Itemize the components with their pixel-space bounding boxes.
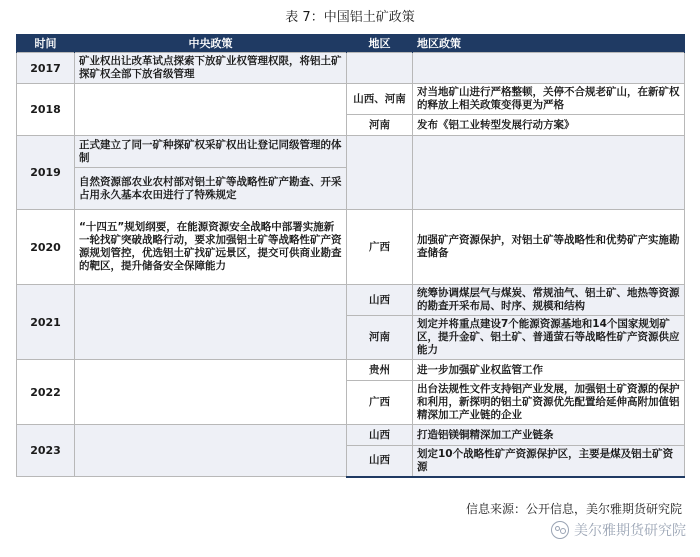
- central-policy-cell: 正式建立了同一矿种探矿权采矿权出让登记同级管理的体制: [75, 136, 347, 168]
- source-note: 信息来源：公开信息，美尔雅期货研究院: [465, 502, 682, 516]
- central-policy-cell: 自然资源部农业农村部对铝土矿等战略性矿产勘查、开采占用永久基本农田进行了特殊规定: [75, 168, 347, 210]
- region-cell: 贵州: [347, 360, 413, 381]
- region-cell: [347, 136, 413, 210]
- watermark: [551, 520, 686, 540]
- local-policy-cell: [413, 53, 685, 84]
- local-policy-cell: 划定10个战略性矿产资源保护区，主要是煤及铝土矿资源: [413, 446, 685, 477]
- local-policy-cell: 划定并将重点建设7个能源资源基地和14个国家规划矿区，提升金矿、铝土矿、普通萤石等战略性矿产资源供应能力: [413, 316, 685, 360]
- table-title: 表 7：中国铝土矿政策: [285, 10, 415, 25]
- central-policy-cell: [75, 285, 347, 360]
- header-local-policy: 地区政策: [413, 34, 685, 53]
- local-policy-cell: 进一步加强矿业权监管工作: [413, 360, 685, 381]
- region-cell: 广西: [347, 210, 413, 285]
- wechat-icon: [551, 521, 569, 539]
- year-cell: 2018: [17, 84, 75, 136]
- central-policy-cell: “十四五”规划纲要，在能源资源安全战略中部署实施新一轮找矿突破战略行动，要求加强铝土矿等战略性矿产资源规划管控，优选铝土矿找矿远景区，提交可供商业勘查的靶区，提升储备安全保障能力: [75, 210, 347, 285]
- year-cell: 2020: [17, 210, 75, 285]
- header-region: 地区: [347, 34, 413, 53]
- table-row: [17, 136, 685, 168]
- central-policy-cell: [75, 84, 347, 136]
- year-cell: 2021: [17, 285, 75, 360]
- local-policy-cell: 对当地矿山进行严格整顿，关停不合规老矿山，在新矿权的释放上相关政策变得更为严格: [413, 84, 685, 115]
- local-policy-cell: 出台法规性文件支持铝产业发展，加强铝土矿资源的保护和利用，新探明的铝土矿资源优先配置给延伸高附加值铝精深加工产业链的企业: [413, 381, 685, 425]
- year-cell: 2023: [17, 425, 75, 477]
- region-cell: 山西、河南: [347, 84, 413, 115]
- region-cell: 广西: [347, 381, 413, 425]
- local-policy-cell: 加强矿产资源保护，对铝土矿等战略性和优势矿产实施勘查储备: [413, 210, 685, 285]
- local-policy-cell: 打造铝镁铜精深加工产业链条: [413, 425, 685, 446]
- year-cell: 2017: [17, 53, 75, 84]
- local-policy-cell: [413, 136, 685, 210]
- table-row: [17, 53, 685, 84]
- region-cell: 河南: [347, 115, 413, 136]
- watermark-text: 美尔雅期货研究院: [574, 523, 686, 539]
- central-policy-cell: [75, 360, 347, 425]
- region-cell: 山西: [347, 285, 413, 316]
- region-cell: 山西: [347, 425, 413, 446]
- table-row: [17, 285, 685, 316]
- local-policy-cell: 统筹协调煤层气与煤炭、常规油气、铝土矿、地热等资源的勘查开采布局、时序、规模和结构: [413, 285, 685, 316]
- central-policy-cell: 矿业权出让改革试点探索下放矿业权管理权限，将铝土矿探矿权全部下放省级管理: [75, 53, 347, 84]
- policy-table: [16, 34, 685, 478]
- region-cell: 河南: [347, 316, 413, 360]
- header-year: 时间: [17, 34, 75, 53]
- table-row: [17, 360, 685, 381]
- year-cell: 2019: [17, 136, 75, 210]
- table-row: [17, 210, 685, 285]
- region-cell: 山西: [347, 446, 413, 477]
- header-central-policy: 中央政策: [75, 34, 347, 53]
- year-cell: 2022: [17, 360, 75, 425]
- table-header-row: [17, 34, 685, 53]
- region-cell: [347, 53, 413, 84]
- table-row: [17, 425, 685, 446]
- table-row: [17, 84, 685, 115]
- central-policy-cell: [75, 425, 347, 477]
- local-policy-cell: 发布《铝工业转型发展行动方案》: [413, 115, 685, 136]
